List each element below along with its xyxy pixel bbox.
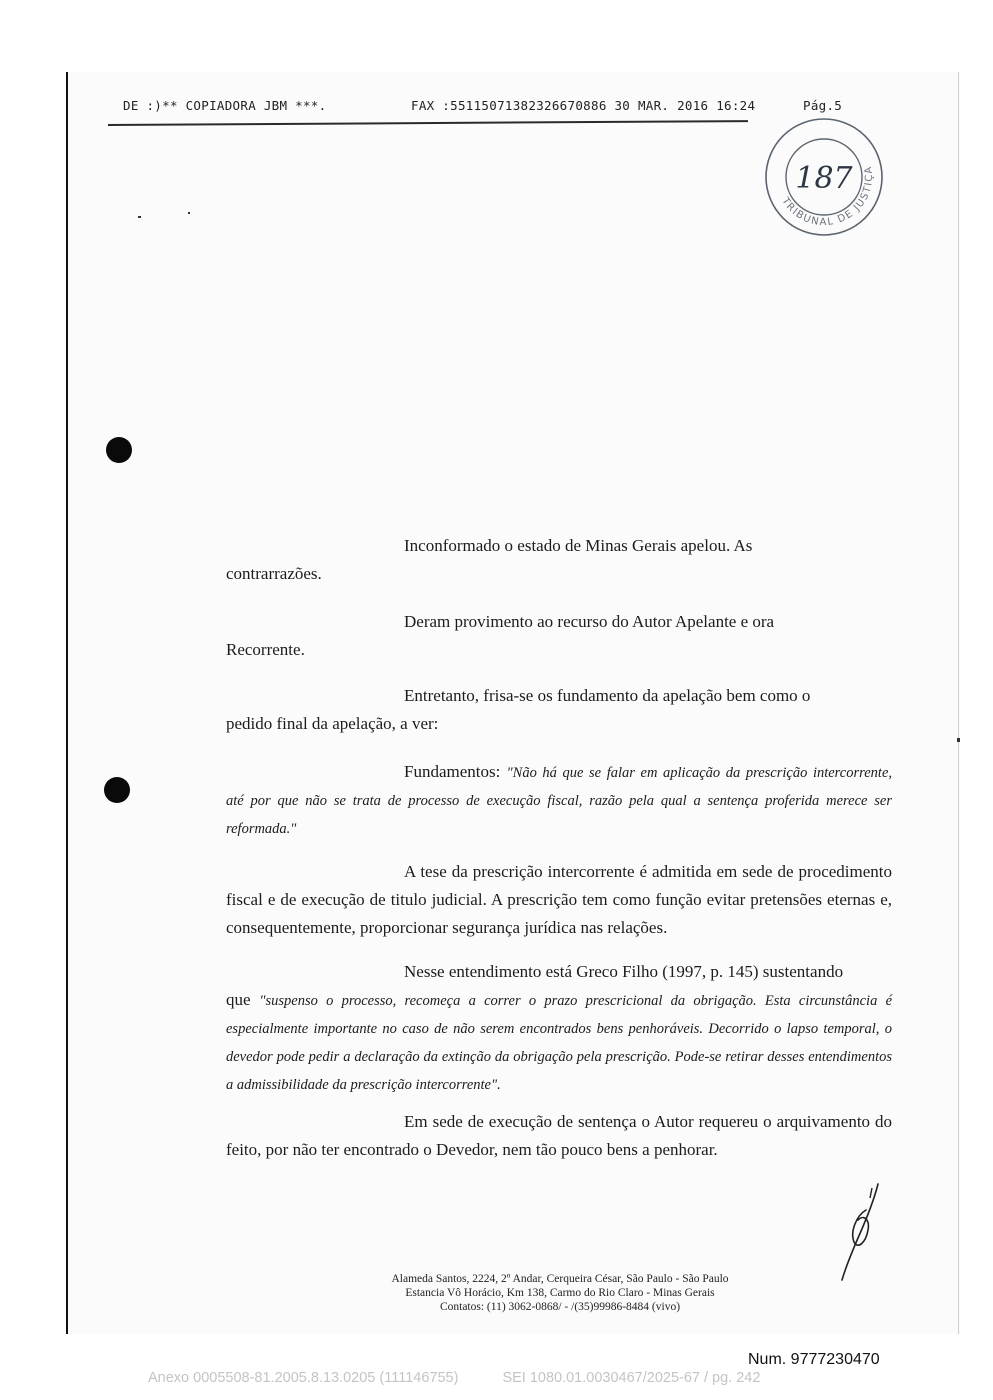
paragraph-rest: Recorrente. [226, 640, 305, 659]
fax-number-date: FAX :55115071382326670886 30 MAR. 2016 16:24 [411, 98, 756, 113]
quoted-passage: "Não há que se falar em aplicação da prescrição intercorrente, até por que não se trata de processo de execução fiscal, razão pela qual a sentença proferida merece ser reformada." [226, 765, 892, 837]
paragraph-rest: arquivamento do feito, por não ter encontrado o Devedor, nem tão pouco bens a penhorar. [226, 1112, 893, 1159]
punch-hole-top [106, 437, 132, 463]
footer-address-2: Estancia Vô Horácio, Km 138, Carmo do Rio Claro - Minas Gerais [405, 1287, 715, 1299]
court-page-stamp [760, 116, 888, 238]
footer-address-1: Alameda Santos, 2224, 2º Andar, Cerqueira César, São Paulo - São Paulo [391, 1273, 729, 1285]
paragraph-rest: procedimento fiscal e de execução de titulo judicial. A prescrição tem como função evitar pretensões eternas e, consequentemente, proporcionar segurança jurídica nas relações. [226, 862, 892, 937]
paragraph-pre: que [226, 990, 251, 1009]
handwritten-signature [836, 1180, 884, 1290]
paragraph-4 [226, 758, 892, 842]
paragraph-3 [226, 682, 892, 738]
fax-header [123, 98, 853, 116]
footer-contacts: Contatos: (11) 3062-0868/ - /(35)99986-8484 (vivo) [439, 1301, 681, 1313]
paragraph-lead: Deram provimento ao recurso do Autor Apelante e ora [404, 612, 775, 631]
scan-speck [188, 212, 190, 214]
paragraph-lead: Nesse entendimento está Greco Filho (1997, p. 145) sustentando [404, 962, 844, 981]
paragraph-lead: Entretanto, frisa-se os fundamento da apelação bem como o [404, 686, 811, 705]
paragraph-7 [226, 1108, 892, 1164]
letterhead-footer [300, 1272, 820, 1314]
paragraph-1 [226, 532, 892, 588]
punch-hole-bottom [104, 777, 130, 803]
fax-page-number: Pág.5 [803, 98, 843, 113]
paragraph-rest: contrarrazões. [226, 564, 322, 583]
paragraph-lead: Inconformado o estado de Minas Gerais apelou. As [404, 536, 753, 555]
stamp-page-number: 187 [795, 161, 853, 196]
paragraph-lead: A tese da prescrição intercorrente é admitida em sede de [404, 862, 794, 881]
quoted-passage: "suspenso o processo, recomeça a correr o prazo prescricional da obrigação. Esta circunstância é especialmente importante no caso de não serem encontrados bens penhoráveis. Decorrido o lapso temporal, o devedor pode pedir a declaração da extinção da obrigação pela prescrição. Pode-se retirar desses entendimentos a admissibilidade da prescrição intercorrente". [226, 993, 892, 1093]
paragraph-lead: Fundamentos: [404, 762, 501, 781]
fax-sender: DE :)** COPIADORA JBM ***. [123, 98, 327, 113]
document-number: Num. 9777230470 [748, 1351, 880, 1368]
paragraph-lead: Em sede de execução de sentença o Autor requereu o [404, 1112, 772, 1131]
page-left-border [66, 72, 68, 1334]
scan-speck [957, 738, 960, 742]
paragraph-rest: pedido final da apelação, a ver: [226, 714, 439, 733]
sei-reference: SEI 1080.01.0030467/2025-67 / pg. 242 [502, 1370, 761, 1386]
stamp-ring-text: TRIBUNAL DE JUSTIÇA [779, 164, 876, 229]
annex-reference: Anexo 0005508-81.2005.8.13.0205 (111146755) [148, 1370, 459, 1386]
paragraph-6 [226, 958, 892, 1098]
page-right-border [958, 72, 959, 1334]
scan-speck [138, 216, 141, 218]
paragraph-2 [226, 608, 892, 664]
annex-watermark [148, 1370, 800, 1386]
paragraph-5 [226, 858, 892, 942]
